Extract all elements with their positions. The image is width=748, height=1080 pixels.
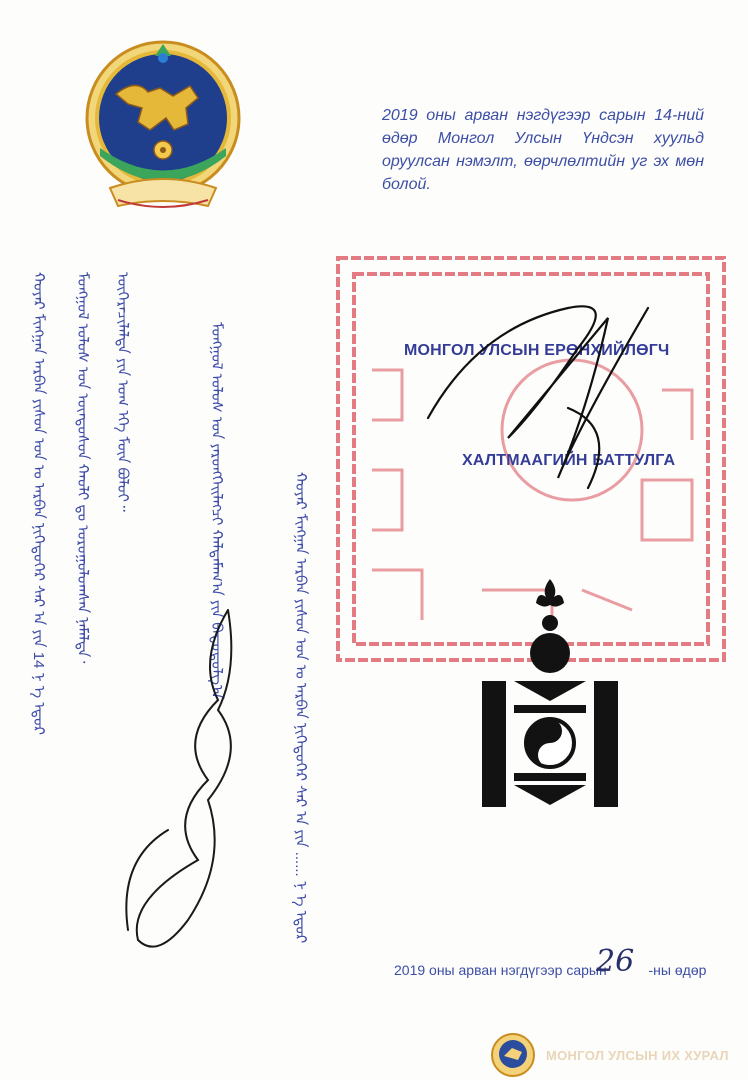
soyombo-symbol <box>480 575 620 810</box>
date-suffix: -ны өдөр <box>644 962 707 978</box>
president-title: МОНГОЛ УЛСЫН ЕРӨНХИЙЛӨГЧ <box>404 342 670 359</box>
certification-note: 2019 оны арван нэгдүгээр сарын 14-ний өдөр Монгол Улсын Үндсэн хуульд оруулсан нэмэлт, өөрчлөлтийн уг эх мөн болой. <box>382 107 704 193</box>
mongolian-script-signature <box>108 600 268 960</box>
state-emblem <box>78 38 248 213</box>
mongolian-script-col-5: ᠬᠣᠶᠠᠷ ᠮᠢᠩᠭᠠᠨ ᠠᠷᠪᠠᠨ ᠶᠢᠰᠦᠨ ᠣᠨ ᠤ ᠠᠷᠪᠠᠨ ᠨᠢᠭᠡᠳᠦᠭᠡᠷ ᠰᠠᠷ ᠠ ᠶᠢᠨ ...... ᠨ ᠡ ᠡᠳᠦᠷ <box>292 472 309 944</box>
parliament-seal-icon <box>490 1032 536 1078</box>
date-prefix: 2019 оны арван нэгдүгээр сарын <box>394 962 611 978</box>
mongolian-script-col-2: ᠮᠣᠩᠭᠣᠯ ᠤᠯᠤᠰ ᠤᠨ ᠦᠨᠳᠦᠰᠦᠨ ᠬᠠᠤᠯᠢ ᠳᠤ ᠣᠷᠣᠭᠤᠯᠤᠭᠰᠠᠨ ᠨᠡᠮᠡᠯᠲᠡ᠂ <box>74 272 91 664</box>
mongolian-script-col-4: ᠮᠣᠩᠭᠣᠯ ᠤᠯᠤᠰ ᠤᠨ ᠶᠡᠷᠦᠩᠬᠡᠢᠯᠡᠭᠴᠢ ᠬᠠᠯᠲᠠᠮᠠᠭ᠎ᠠ ᠶᠢᠨ ᠪᠠᠲᠤᠲᠤᠯᠭ᠎ᠠ <box>208 322 225 699</box>
footer-watermark: МОНГОЛ УЛСЫН ИХ ХУРАЛ <box>546 1048 729 1063</box>
handwritten-day: 26 <box>596 944 635 979</box>
mongolian-script-col-3: ᠥᠭᠡᠷᠡᠴᠢᠯᠡᠯᠲᠡ ᠶᠢᠨ ᠤᠭ ᠡᠬᠡ ᠮᠥᠨ ᠪᠣᠯᠤᠢ᠃ <box>114 272 131 512</box>
president-signature <box>418 288 668 506</box>
signing-date-line <box>394 962 706 978</box>
president-name: ХАЛТМААГИЙН БАТТУЛГА <box>462 452 676 469</box>
mongolian-script-col-1: ᠬᠣᠶᠠᠷ ᠮᠢᠩᠭᠠᠨ ᠠᠷᠪᠠᠨ ᠶᠢᠰᠦᠨ ᠣᠨ ᠤ ᠠᠷᠪᠠᠨ ᠨᠢᠭᠡᠳᠦᠭᠡᠷ ᠰᠠᠷ ᠠ ᠶᠢᠨ 14 ᠨ ᠡ ᠡᠳᠦᠷ <box>30 272 47 735</box>
